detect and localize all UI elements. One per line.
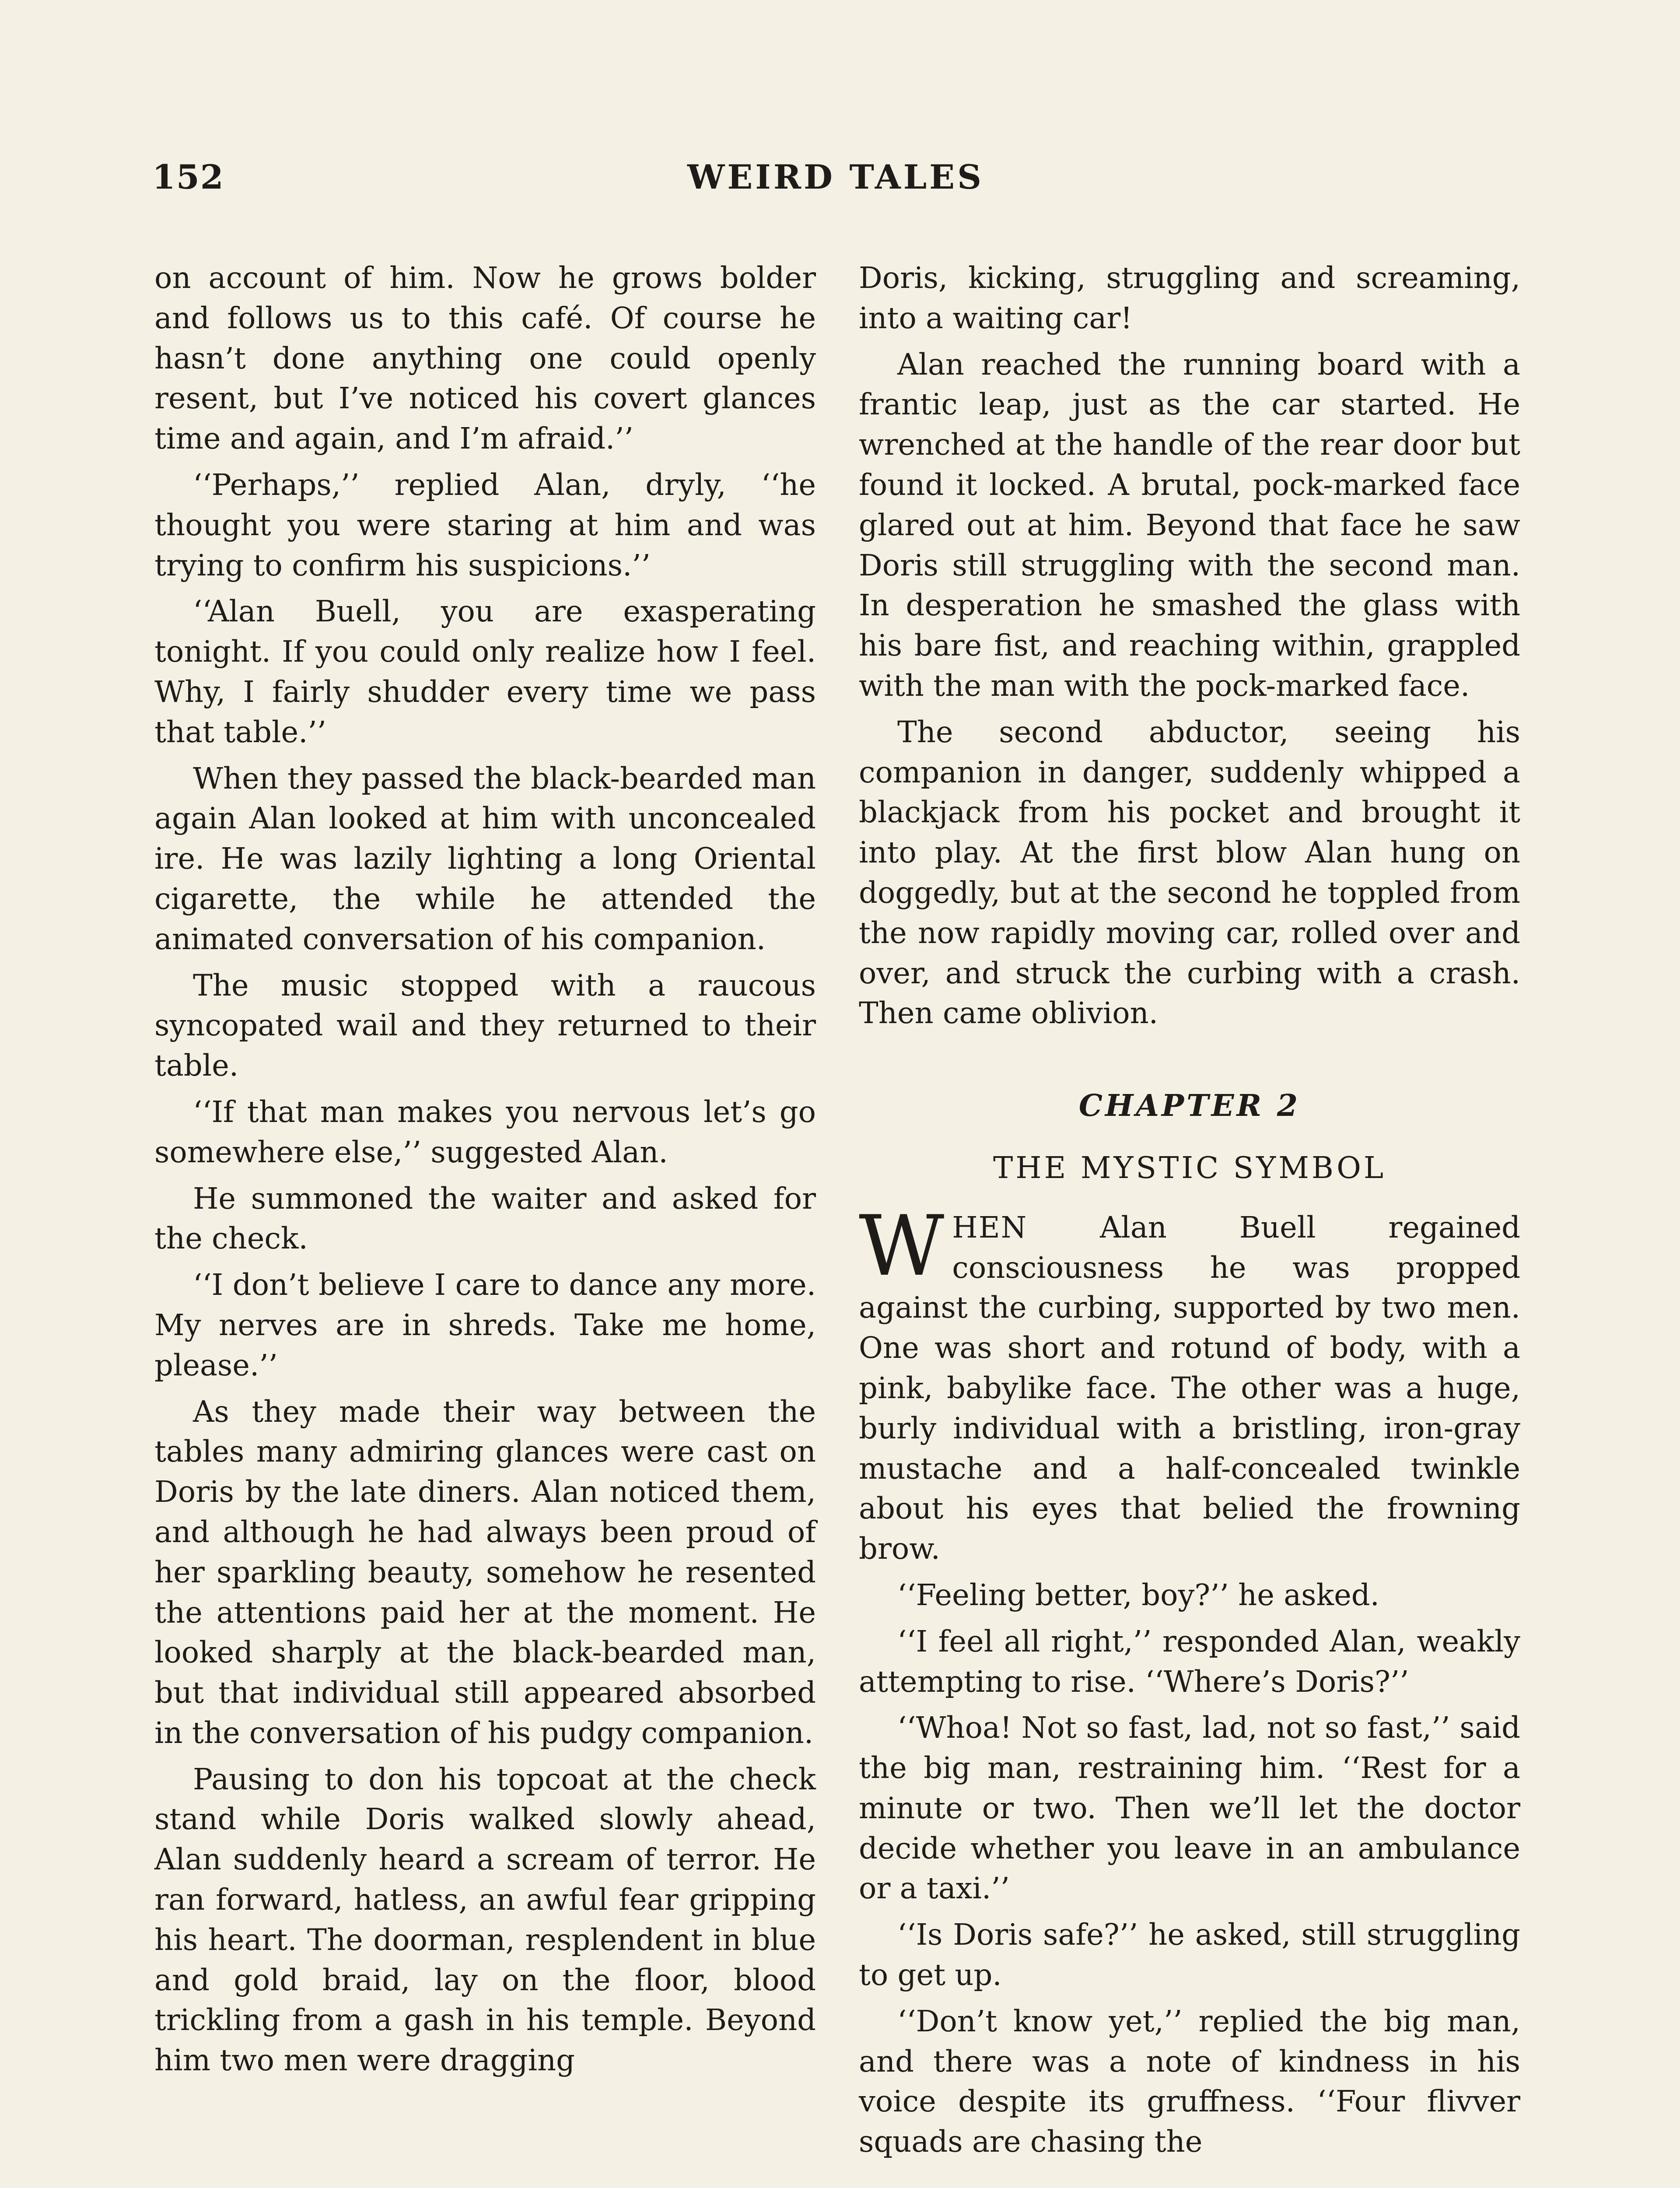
- opening-text: Alan Buell regained consciousness he was propped against the curbing, supported by two men. One was short and rotund of body, with a pink, babylike face. The other was a huge, burly individual with a bristling, iron-gray mustache and a half-concealed twinkle about his eyes that belied the frowning brow.: [859, 1210, 1520, 1566]
- small-caps-lead: HEN: [952, 1210, 1028, 1245]
- paragraph: ‘‘Alan Buell, you are exasperating tonight. If you could only realize how I feel. Why, I fairly shudder every time we pass that table.’’: [154, 594, 816, 749]
- paragraph: When they passed the black-bearded man again Alan looked at him with unconcealed ire. He was lazily lighting a long Oriental cigarette, the while he attended the animated conversation of his companion.: [154, 761, 816, 956]
- paragraph: Alan reached the running board with a frantic leap, just as the car started. He wrenched at the handle of the rear door but found it locked. A brutal, pock-marked face glared out at him. Beyond that face he saw Doris still struggling with the second man. In desperation he smashed the glass with his bare fist, and reaching within, grappled with the man with the pock-marked face.: [859, 347, 1520, 703]
- drop-cap: W: [859, 1197, 945, 1294]
- paragraph: He summoned the waiter and asked for the check.: [154, 1181, 816, 1256]
- paragraph: Doris, kicking, struggling and screaming, into a waiting car!: [859, 261, 1520, 335]
- paragraph: ‘‘Feeling better, boy?’’ he asked.: [897, 1578, 1379, 1612]
- paragraph: ‘‘I don’t believe I care to dance any more. My nerves are in shreds. Take me home, please.’’: [154, 1268, 816, 1382]
- paragraph: As they made their way between the tables many admiring glances were cast on Doris by the late diners. Alan noticed them, and although he had always been proud of her sparkling beauty, somehow he resented the attentions paid her at the moment. He looked sharply at the black-bearded man, but that individual still appeared absorbed in the conversation of his pudgy companion.: [154, 1394, 816, 1750]
- paragraph: The music stopped with a raucous syncopated wail and they returned to their table.: [154, 968, 816, 1083]
- paragraph: Pausing to don his topcoat at the check stand while Doris walked slowly ahead, Alan suddenly heard a scream of terror. He ran forward, hatless, an awful fear gripping his heart. The doorman, resplendent in blue and gold braid, lay on the floor, blood trickling from a gash in his temple. Beyond him two men were dragging: [154, 1762, 816, 2078]
- running-title: WEIRD TALES: [687, 158, 984, 196]
- paragraph: The second abductor, seeing his companion in danger, suddenly whipped a blackjack from his pocket and brought it into play. At the first blow Alan hung on doggedly, but at the second he toppled from the now rapidly moving car, rolled over and over, and struck the curbing with a crash. Then came oblivion.: [859, 715, 1520, 1031]
- left-column: [154, 258, 816, 2087]
- chapter-number: CHAPTER 2: [1078, 1088, 1301, 1124]
- chapter-title: THE MYSTIC SYMBOL: [993, 1150, 1386, 1185]
- opening-paragraph: [859, 1197, 1520, 1569]
- page-number: 152: [152, 158, 224, 196]
- paragraph: ‘‘Whoa! Not so fast, lad, not so fast,’’ said the big man, restraining him. ‘‘Rest for a minute or two. Then we’ll let the doctor decide whether you leave in an ambulance or a taxi.’’: [859, 1711, 1520, 1906]
- paragraph: on account of him. Now he grows bolder and follows us to this café. Of course he hasn’t done anything one could openly resent, but I’ve noticed his covert glances time and again, and I’m afraid.’’: [154, 261, 816, 456]
- paragraph: ‘‘I feel all right,’’ responded Alan, weakly attempting to rise. ‘‘Where’s Doris?’’: [859, 1624, 1520, 1699]
- paragraph: ‘‘Perhaps,’’ replied Alan, dryly, ‘‘he thought you were staring at him and was trying to confirm his suspicions.’’: [154, 467, 816, 582]
- paragraph: ‘‘Is Doris safe?’’ he asked, still struggling to get up.: [859, 1918, 1520, 1992]
- paragraph: ‘‘Don’t know yet,’’ replied the big man, and there was a note of kindness in his voice despite its gruffness. ‘‘Four flivver squads are chasing the: [859, 2004, 1520, 2159]
- paragraph: ‘‘If that man makes you nervous let’s go somewhere else,’’ suggested Alan.: [154, 1094, 816, 1169]
- right-column: [859, 258, 1520, 2168]
